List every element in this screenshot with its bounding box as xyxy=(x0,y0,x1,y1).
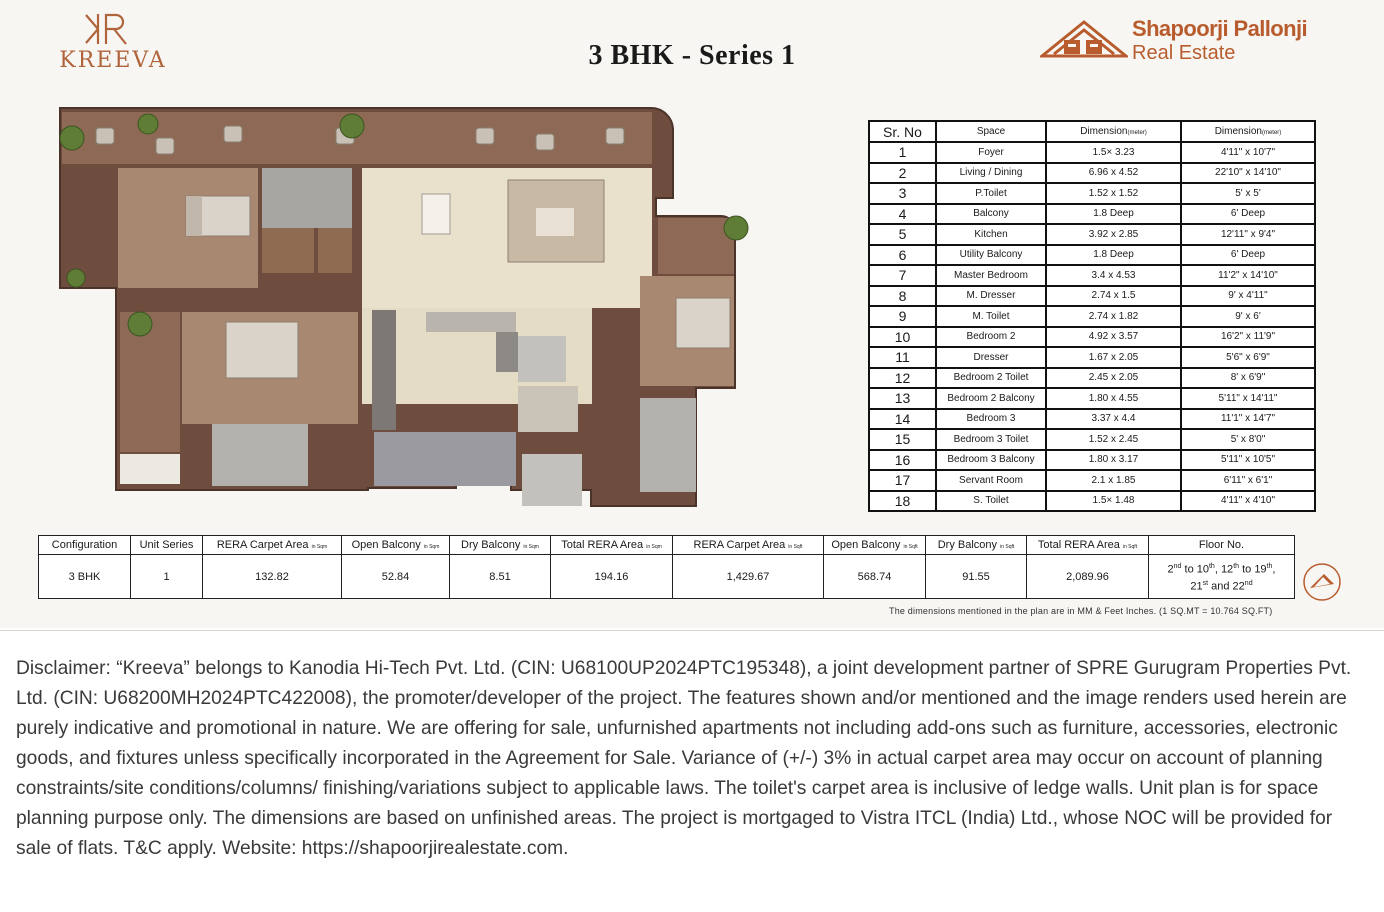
cell-dimension-feet: 4'11" x 4'10" xyxy=(1181,491,1315,512)
cell-dimension-meter: 3.37 x 4.4 xyxy=(1046,409,1181,430)
cell-dimension-feet: 16'2" x 11'9" xyxy=(1181,327,1315,348)
shapoorji-pallonji-logo xyxy=(1040,12,1370,72)
cell-sr-no: 2 xyxy=(869,163,936,184)
north-compass-icon xyxy=(1302,562,1342,602)
kreeva-wordmark: KREEVA xyxy=(59,48,167,73)
servant-room xyxy=(518,386,578,432)
cell-sr-no: 15 xyxy=(869,429,936,450)
floor-sup: nd xyxy=(1173,562,1182,570)
dimension-row xyxy=(869,368,1315,389)
cell-dimension-meter: 2.74 x 1.5 xyxy=(1046,286,1181,307)
area-table-row xyxy=(39,555,1295,599)
cell-open-balcony-sqm: 52.84 xyxy=(342,555,450,599)
dimension-row xyxy=(869,306,1315,327)
cell-dry-balcony-sqft: 91.55 xyxy=(926,555,1027,599)
header-configuration xyxy=(39,536,131,555)
floor-plan xyxy=(36,98,781,516)
cell-dimension-meter: 1.80 x 3.17 xyxy=(1046,450,1181,471)
cell-dimension-meter: 2.45 x 2.05 xyxy=(1046,368,1181,389)
cell-dimension-meter: 2.74 x 1.82 xyxy=(1046,306,1181,327)
cell-dimension-feet: 5'11" x 14'11" xyxy=(1181,388,1315,409)
header-rera-carpet-sqm xyxy=(203,536,342,555)
area-table xyxy=(38,535,1295,599)
header-label: RERA Carpet Area xyxy=(693,539,786,551)
disclaimer-text: Disclaimer: “Kreeva” belongs to Kanodia Hi-Tech Pvt. Ltd. (CIN: U68100UP2024PTC195348), a joint development partner of SPRE Gurugram Properties Pvt. Ltd. (CIN: U68200MH2024PTC422008), the promoter/developer of the project. The features shown and/or mentioned and the image renders used herein are purely indicative and promotional in nature. We are offering for sale, unfurnished apartments not including add-ons such as furniture, accessories, electronic goods, and fixtures unless specifically incorporated in the Agreement for Sale. Variance of (+/-) 3% in actual carpet area may occur on account of planning constraints/site conditions/columns/ finishing/variations subject to applicable laws. The toilet's carpet area is inclusive of ledge walls. Unit plan is for space planning purpose only. The dimensions are based on unfinished areas. The project is mortgaged to Vistra ITCL (India) Ltd., whose NOC will be provided for sale of flats. T&C apply. Website: https://shapoorjirealestate.com. xyxy=(16,658,1352,859)
cell-sr-no: 4 xyxy=(869,204,936,225)
utility-balcony xyxy=(374,432,516,486)
cell-space: S. Toilet xyxy=(936,491,1046,512)
dimension-row xyxy=(869,224,1315,245)
dimension-row xyxy=(869,429,1315,450)
floor-text: , 12 xyxy=(1214,563,1234,576)
cell-space: Bedroom 2 Balcony xyxy=(936,388,1046,409)
cell-space: Bedroom 3 Toilet xyxy=(936,429,1046,450)
area-table-header xyxy=(39,536,1295,555)
header-label: RERA Carpet Area xyxy=(216,539,309,551)
cell-space: Bedroom 3 Balcony xyxy=(936,450,1046,471)
cell-rera-carpet-sqm: 132.82 xyxy=(203,555,342,599)
cell-configuration: 3 BHK xyxy=(39,555,131,599)
cell-sr-no: 10 xyxy=(869,327,936,348)
cell-dimension-meter: 1.52 x 1.52 xyxy=(1046,183,1181,204)
cell-space: P.Toilet xyxy=(936,183,1046,204)
section-divider xyxy=(0,630,1384,631)
dimension-row xyxy=(869,470,1315,491)
cell-space: Foyer xyxy=(936,142,1046,163)
header-unit: in Sqft xyxy=(1122,544,1138,550)
floor-text: to 10 xyxy=(1181,563,1209,576)
cell-dry-balcony-sqm: 8.51 xyxy=(450,555,551,599)
header-unit: in Sqm xyxy=(423,544,440,550)
bedroom-2-balcony xyxy=(120,312,180,452)
header-dimension-feet xyxy=(1181,121,1315,142)
cell-dimension-feet: 5' x 8'0" xyxy=(1181,429,1315,450)
cell-sr-no: 14 xyxy=(869,409,936,430)
cell-dimension-feet: 6'11" x 6'1" xyxy=(1181,470,1315,491)
header-sr-no: Sr. No xyxy=(869,121,936,142)
cell-dimension-meter: 1.80 x 4.55 xyxy=(1046,388,1181,409)
dimension-row xyxy=(869,327,1315,348)
dimension-table-body xyxy=(869,142,1315,511)
cell-sr-no: 3 xyxy=(869,183,936,204)
dimension-row xyxy=(869,245,1315,266)
dimension-row xyxy=(869,409,1315,430)
cell-space: Servant Room xyxy=(936,470,1046,491)
cell-sr-no: 6 xyxy=(869,245,936,266)
header-label: Total RERA Area xyxy=(561,539,644,551)
cell-space: Utility Balcony xyxy=(936,245,1046,266)
dimension-table xyxy=(868,120,1316,512)
cell-dimension-meter: 1.8 Deep xyxy=(1046,204,1181,225)
cell-space: Bedroom 3 xyxy=(936,409,1046,430)
header-dimension-label: Dimension xyxy=(1214,126,1262,137)
kitchen-island xyxy=(426,312,516,332)
floor-text: and 22 xyxy=(1208,580,1245,593)
header-floor-no xyxy=(1149,536,1295,555)
header-unit-series xyxy=(131,536,203,555)
cell-space: Living / Dining xyxy=(936,163,1046,184)
page-title: 3 BHK - Series 1 xyxy=(588,40,796,71)
cell-open-balcony-sqft: 568.74 xyxy=(824,555,926,599)
cell-sr-no: 5 xyxy=(869,224,936,245)
cell-sr-no: 8 xyxy=(869,286,936,307)
header-total-rera-sqft xyxy=(1027,536,1149,555)
cell-sr-no: 7 xyxy=(869,265,936,286)
dimension-table-header xyxy=(869,121,1315,142)
floor-text: , xyxy=(1272,563,1276,576)
cell-rera-carpet-sqft: 1,429.67 xyxy=(673,555,824,599)
header-dimension-meter xyxy=(1046,121,1181,142)
dimension-row xyxy=(869,286,1315,307)
header-unit-feet: (meter) xyxy=(1261,130,1282,136)
floor-sup: nd xyxy=(1244,579,1253,587)
header-label: Open Balcony xyxy=(351,539,421,551)
cell-dimension-meter: 1.67 x 2.05 xyxy=(1046,347,1181,368)
cell-space: Balcony xyxy=(936,204,1046,225)
cell-dimension-meter: 3.92 x 2.85 xyxy=(1046,224,1181,245)
floor-sup: th xyxy=(1233,562,1240,570)
cell-sr-no: 9 xyxy=(869,306,936,327)
cell-dimension-feet: 12'11" x 9'4" xyxy=(1181,224,1315,245)
cell-dimension-feet: 5' x 5' xyxy=(1181,183,1315,204)
floor-text: 21 xyxy=(1190,580,1203,593)
cell-dimension-feet: 11'2" x 14'10" xyxy=(1181,265,1315,286)
dimension-row xyxy=(869,347,1315,368)
cell-sr-no: 16 xyxy=(869,450,936,471)
floor-text: to 19 xyxy=(1239,563,1267,576)
floor-sup: th xyxy=(1208,562,1215,570)
dimension-row xyxy=(869,204,1315,225)
header-label: Floor No. xyxy=(1198,539,1245,551)
header-unit-meter: (meter) xyxy=(1127,130,1147,136)
cell-space: M. Dresser xyxy=(936,286,1046,307)
cell-dimension-meter: 1.5× 3.23 xyxy=(1046,142,1181,163)
bedroom-3-balcony xyxy=(658,218,734,274)
cell-dimension-meter: 6.96 x 4.52 xyxy=(1046,163,1181,184)
dimension-row xyxy=(869,183,1315,204)
cell-dimension-feet: 9' x 6' xyxy=(1181,306,1315,327)
cell-sr-no: 12 xyxy=(869,368,936,389)
dimension-row xyxy=(869,450,1315,471)
cell-dimension-meter: 1.5× 1.48 xyxy=(1046,491,1181,512)
dimension-row xyxy=(869,142,1315,163)
cell-dimension-feet: 5'11" x 10'5" xyxy=(1181,450,1315,471)
developer-subtitle: Real Estate xyxy=(1132,42,1236,64)
dimension-row xyxy=(869,265,1315,286)
header-unit: in Sqm xyxy=(311,544,328,550)
header-open-balcony-sqm xyxy=(342,536,450,555)
cell-floor-no xyxy=(1149,555,1295,599)
header-unit: in Sqm xyxy=(523,544,539,550)
servant-toilet xyxy=(522,454,582,506)
cell-dimension-feet: 4'11" x 10'7" xyxy=(1181,142,1315,163)
cell-space: Kitchen xyxy=(936,224,1046,245)
cell-dimension-feet: 6' Deep xyxy=(1181,204,1315,225)
bedroom-3-toilet xyxy=(640,398,696,492)
kitchen xyxy=(372,310,396,430)
dimension-row xyxy=(869,388,1315,409)
header-space: Space xyxy=(936,121,1046,142)
header-label: Configuration xyxy=(51,539,118,551)
living-dining xyxy=(362,168,652,308)
header-unit: in Sqft xyxy=(788,544,803,550)
header-dry-balcony-sqft xyxy=(926,536,1027,555)
cell-dimension-meter: 4.92 x 3.57 xyxy=(1046,327,1181,348)
cell-total-rera-sqm: 194.16 xyxy=(551,555,673,599)
dimension-row xyxy=(869,163,1315,184)
cell-sr-no: 11 xyxy=(869,347,936,368)
header-label: Dry Balcony xyxy=(461,539,521,551)
floor-sup: th xyxy=(1266,562,1273,570)
cell-space: Dresser xyxy=(936,347,1046,368)
dimension-row xyxy=(869,491,1315,512)
header-label: Open Balcony xyxy=(831,539,901,551)
bedroom-2-toilet xyxy=(212,424,308,486)
cell-dimension-meter: 1.52 x 2.45 xyxy=(1046,429,1181,450)
cell-dimension-feet: 11'1" x 14'7" xyxy=(1181,409,1315,430)
cell-sr-no: 1 xyxy=(869,142,936,163)
cell-dimension-meter: 2.1 x 1.85 xyxy=(1046,470,1181,491)
header-open-balcony-sqft xyxy=(824,536,926,555)
cell-space: Bedroom 2 Toilet xyxy=(936,368,1046,389)
header-unit: in Sqm xyxy=(646,544,662,550)
header-rera-carpet-sqft xyxy=(673,536,824,555)
cell-dimension-meter: 3.4 x 4.53 xyxy=(1046,265,1181,286)
header-dry-balcony-sqm xyxy=(450,536,551,555)
cell-total-rera-sqft: 2,089.96 xyxy=(1027,555,1149,599)
header-dimension-label: Dimension xyxy=(1080,126,1128,137)
cell-unit-series: 1 xyxy=(131,555,203,599)
header-total-rera-sqm xyxy=(551,536,673,555)
cell-dimension-feet: 6' Deep xyxy=(1181,245,1315,266)
dimension-note: The dimensions mentioned in the plan are in MM & Feet Inches. (1 SQ.MT = 10.764 SQ.FT) xyxy=(889,606,1273,616)
cell-space: Bedroom 2 xyxy=(936,327,1046,348)
header-unit: in Sqft xyxy=(903,544,918,550)
header-unit: in Sqft xyxy=(1000,544,1015,550)
header-label: Unit Series xyxy=(139,539,194,551)
floor-text: 2 xyxy=(1167,563,1174,576)
cell-dimension-feet: 5'6" x 6'9" xyxy=(1181,347,1315,368)
floor-sup: st xyxy=(1202,579,1209,587)
cell-dimension-feet: 9' x 4'11" xyxy=(1181,286,1315,307)
cell-sr-no: 17 xyxy=(869,470,936,491)
cell-space: Master Bedroom xyxy=(936,265,1046,286)
developer-name: Shapoorji Pallonji xyxy=(1132,16,1307,41)
cell-sr-no: 13 xyxy=(869,388,936,409)
powder-toilet xyxy=(518,336,566,382)
sp-emblem-icon xyxy=(1040,16,1128,60)
header-label: Dry Balcony xyxy=(937,539,998,551)
cell-space: M. Toilet xyxy=(936,306,1046,327)
cell-dimension-feet: 22'10" x 14'10" xyxy=(1181,163,1315,184)
master-toilet xyxy=(262,168,352,228)
cell-dimension-meter: 1.8 Deep xyxy=(1046,245,1181,266)
cell-sr-no: 18 xyxy=(869,491,936,512)
cell-dimension-feet: 8' x 6'9" xyxy=(1181,368,1315,389)
header-label: Total RERA Area xyxy=(1037,539,1120,551)
